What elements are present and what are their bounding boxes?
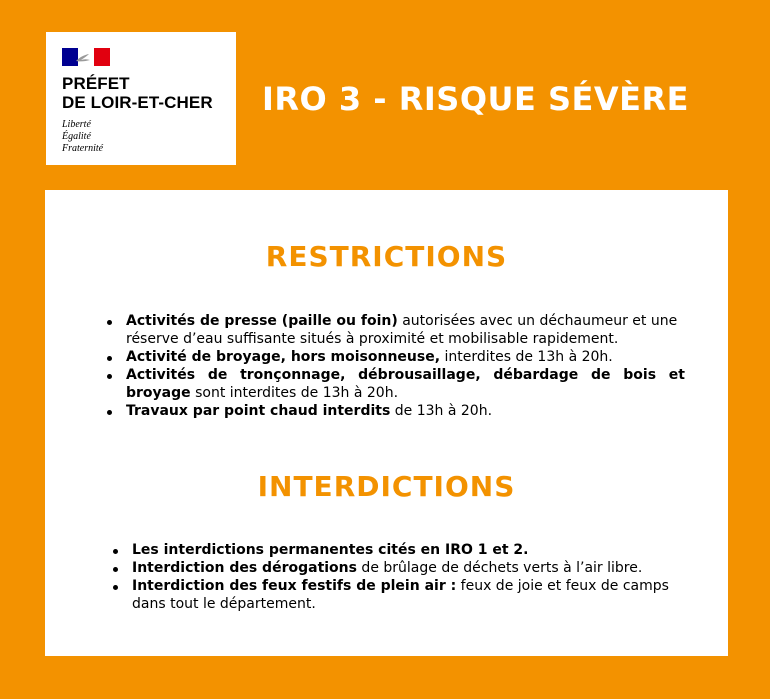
prefecture-name-line1: PRÉFET [62,74,130,93]
item-text: de 13h à 20h. [390,403,493,419]
restrictions-list [105,312,685,420]
item-text: feux de joie et feux de camps dans tout le département. [132,578,669,612]
item-text: sont interdites de 13h à 20h. [190,385,399,401]
list-item [111,541,691,559]
list-item [105,312,685,348]
item-text: de brûlage de déchets verts à l’air libre. [356,560,643,576]
list-item [105,366,685,402]
item-bold-text: Travaux par point chaud interdits [126,403,391,419]
item-bold-text: Activités de presse (paille ou foin) [126,313,398,329]
prefecture-logo [46,32,236,165]
item-bold-text: Interdiction des feux festifs de plein air : [132,578,457,594]
prefecture-name [62,74,213,112]
item-text: autorisées avec un déchaumeur et une réserve d’eau suffisante situés à proximité et mobilisable rapidement. [126,313,678,347]
motto-egalite: Égalité [62,131,91,142]
item-text: interdites de 13h à 20h. [440,349,613,365]
republic-motto [62,119,103,155]
motto-liberte: Liberté [62,119,91,130]
marianne-flag-icon [62,48,110,66]
motto-fraternite: Fraternité [62,143,104,154]
interdictions-heading: INTERDICTIONS [257,470,516,503]
page-title: IRO 3 - RISQUE SÉVÈRE [262,80,690,118]
item-bold-text: Activité de broyage, hors moisonneuse, [126,349,441,365]
interdictions-list [111,541,691,613]
list-item [111,559,691,577]
restrictions-heading: RESTRICTIONS [265,240,508,273]
item-bold-text: Les interdictions permanentes cités en IRO 1 et 2. [132,542,529,558]
item-bold-text: Interdiction des dérogations [132,560,357,576]
item-bold-text: Activités de tronçonnage, débrousaillage, débardage de bois et broyage [126,367,685,401]
content-panel [45,190,728,656]
list-item [105,348,685,366]
list-item [105,402,685,420]
list-item [111,577,691,613]
prefecture-name-line2: DE LOIR-ET-CHER [62,93,213,112]
